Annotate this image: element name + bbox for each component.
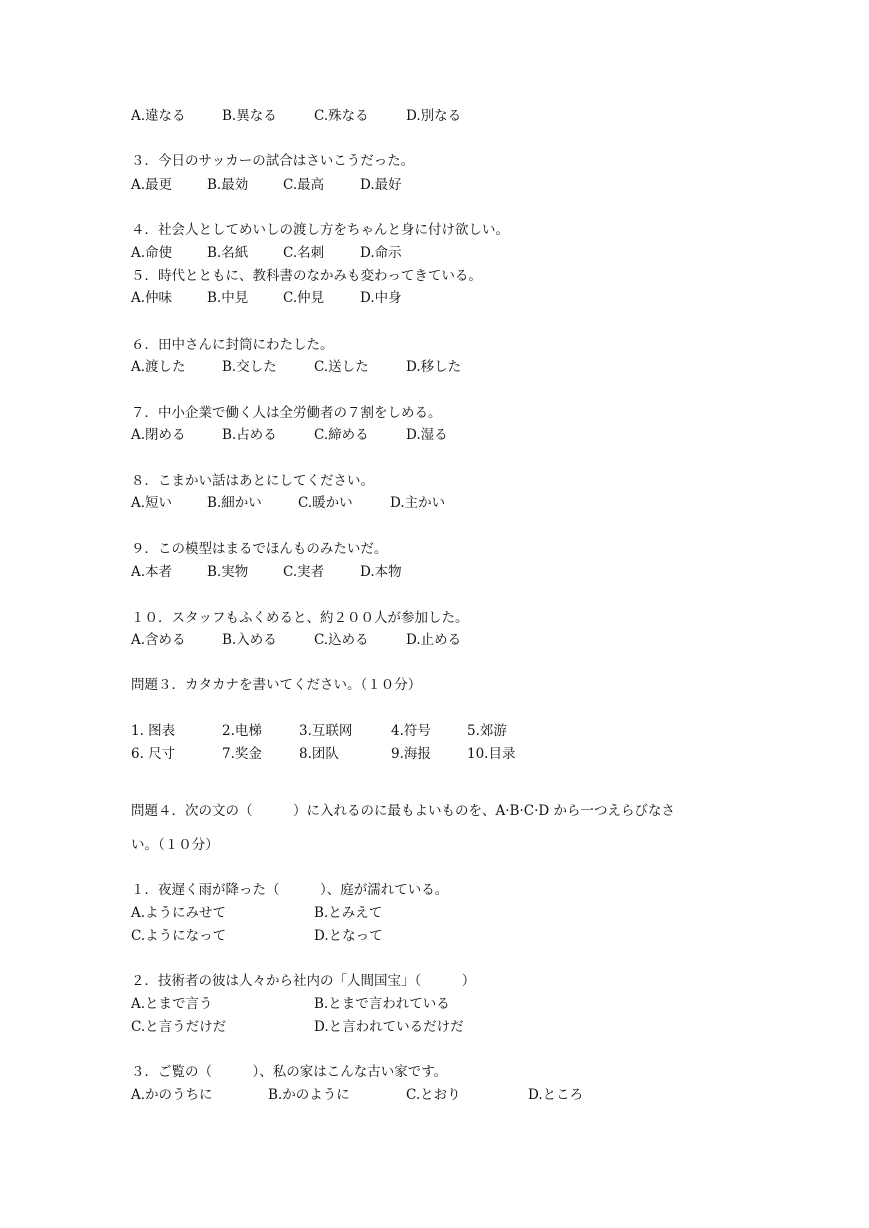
option-d: D.本物	[360, 564, 402, 580]
option-c: C.とおり	[406, 1087, 461, 1103]
option-d: D.湿る	[406, 427, 448, 443]
option-c: C.殊なる	[314, 108, 369, 124]
option-a: A.閉める	[131, 427, 186, 443]
vocab-item: 1. 图表	[131, 723, 176, 739]
option-d: D.別なる	[406, 108, 462, 124]
option-c: C.最高	[283, 177, 325, 193]
option-d: D.ところ	[528, 1087, 584, 1103]
question-text: ３．今日のサッカーの試合はさいこうだった。	[131, 153, 415, 169]
option-c: C.名刺	[283, 245, 325, 261]
option-d: D.移した	[406, 359, 462, 375]
option-a: A.ようにみせて	[131, 905, 227, 921]
option-c: C.込める	[314, 632, 369, 648]
vocab-item: 4.符号	[391, 723, 431, 739]
option-b: B.名紙	[207, 245, 249, 261]
option-c: C.ようになって	[131, 928, 227, 944]
option-a: A.短い	[131, 495, 173, 511]
section-title: 問題３．カタカナを書いてください。（１０分）	[131, 677, 422, 693]
option-a: A.かのうちに	[131, 1087, 213, 1103]
option-d: D.中身	[360, 290, 402, 306]
option-d: D.止める	[406, 632, 462, 648]
question-text: １０．スタッフもふくめると、約２００人が参加した。	[131, 610, 469, 626]
question-text: ９．この模型はまるでほんものみたいだ。	[131, 541, 388, 557]
vocab-item: 6. 尺寸	[131, 746, 176, 762]
option-a: A.含める	[131, 632, 186, 648]
vocab-item: 3.互联网	[299, 723, 353, 739]
option-c: C.暖かい	[298, 495, 353, 511]
option-d: D.主かい	[390, 495, 446, 511]
option-a: A.本者	[131, 564, 173, 580]
vocab-item: 5.郊游	[467, 723, 507, 739]
option-b: B.かのように	[268, 1087, 350, 1103]
vocab-item: 7.奖金	[222, 746, 262, 762]
question-text: ２．技術者の彼は人々から社内の「人間国宝」（ ）	[131, 973, 476, 989]
option-c: C.と言うだけだ	[131, 1019, 227, 1035]
option-b: B.とまで言われている	[314, 996, 450, 1012]
option-d: D.と言われているだけだ	[314, 1019, 464, 1035]
option-a: A.命使	[131, 245, 173, 261]
question-text: ６．田中さんに封筒にわたした。	[131, 337, 334, 353]
option-c: C.仲見	[283, 290, 325, 306]
section-title-cont: い。（１０分）	[131, 837, 219, 853]
option-c: C.送した	[314, 359, 369, 375]
question-text: ８．こまかい話はあとにしてください。	[131, 473, 374, 489]
option-a: A.仲味	[131, 290, 173, 306]
option-b: B.細かい	[207, 495, 262, 511]
option-b: B.中見	[207, 290, 249, 306]
option-d: D.命示	[360, 245, 402, 261]
option-a: A.渡した	[131, 359, 186, 375]
option-b: B.占める	[222, 427, 277, 443]
vocab-item: 10.目录	[467, 746, 516, 762]
vocab-item: 2.电梯	[222, 723, 262, 739]
question-text: １．夜遅く雨が降った（ ）、庭が濡れている。	[131, 882, 449, 898]
option-b: B.異なる	[222, 108, 277, 124]
vocab-item: 9.海报	[391, 746, 431, 762]
question-text: ４．社会人としてめいしの渡し方をちゃんと身に付け欲しい。	[131, 222, 509, 238]
question-text: ５．時代とともに、教科書のなかみも変わってきている。	[131, 268, 482, 284]
option-c: C.実者	[283, 564, 325, 580]
option-a: A.違なる	[131, 108, 186, 124]
option-d: D.最好	[360, 177, 402, 193]
section-title: 問題４．次の文の（ ）に入れるのに最もよいものを、A·B·C·D から一つえらびなさ	[131, 803, 675, 819]
option-a: A.最更	[131, 177, 173, 193]
option-d: D.となって	[314, 928, 383, 944]
vocab-item: 8.团队	[299, 746, 339, 762]
question-text: ７．中小企業で働く人は全労働者の７割をしめる。	[131, 405, 442, 421]
option-b: B.入める	[222, 632, 277, 648]
option-c: C.締める	[314, 427, 369, 443]
option-b: B.最効	[207, 177, 249, 193]
option-b: B.とみえて	[314, 905, 383, 921]
question-text: ３．ご覧の（ ）、私の家はこんな古い家です。	[131, 1064, 448, 1080]
option-b: B.交した	[222, 359, 277, 375]
option-a: A.とまで言う	[131, 996, 213, 1012]
option-b: B.実物	[207, 564, 249, 580]
